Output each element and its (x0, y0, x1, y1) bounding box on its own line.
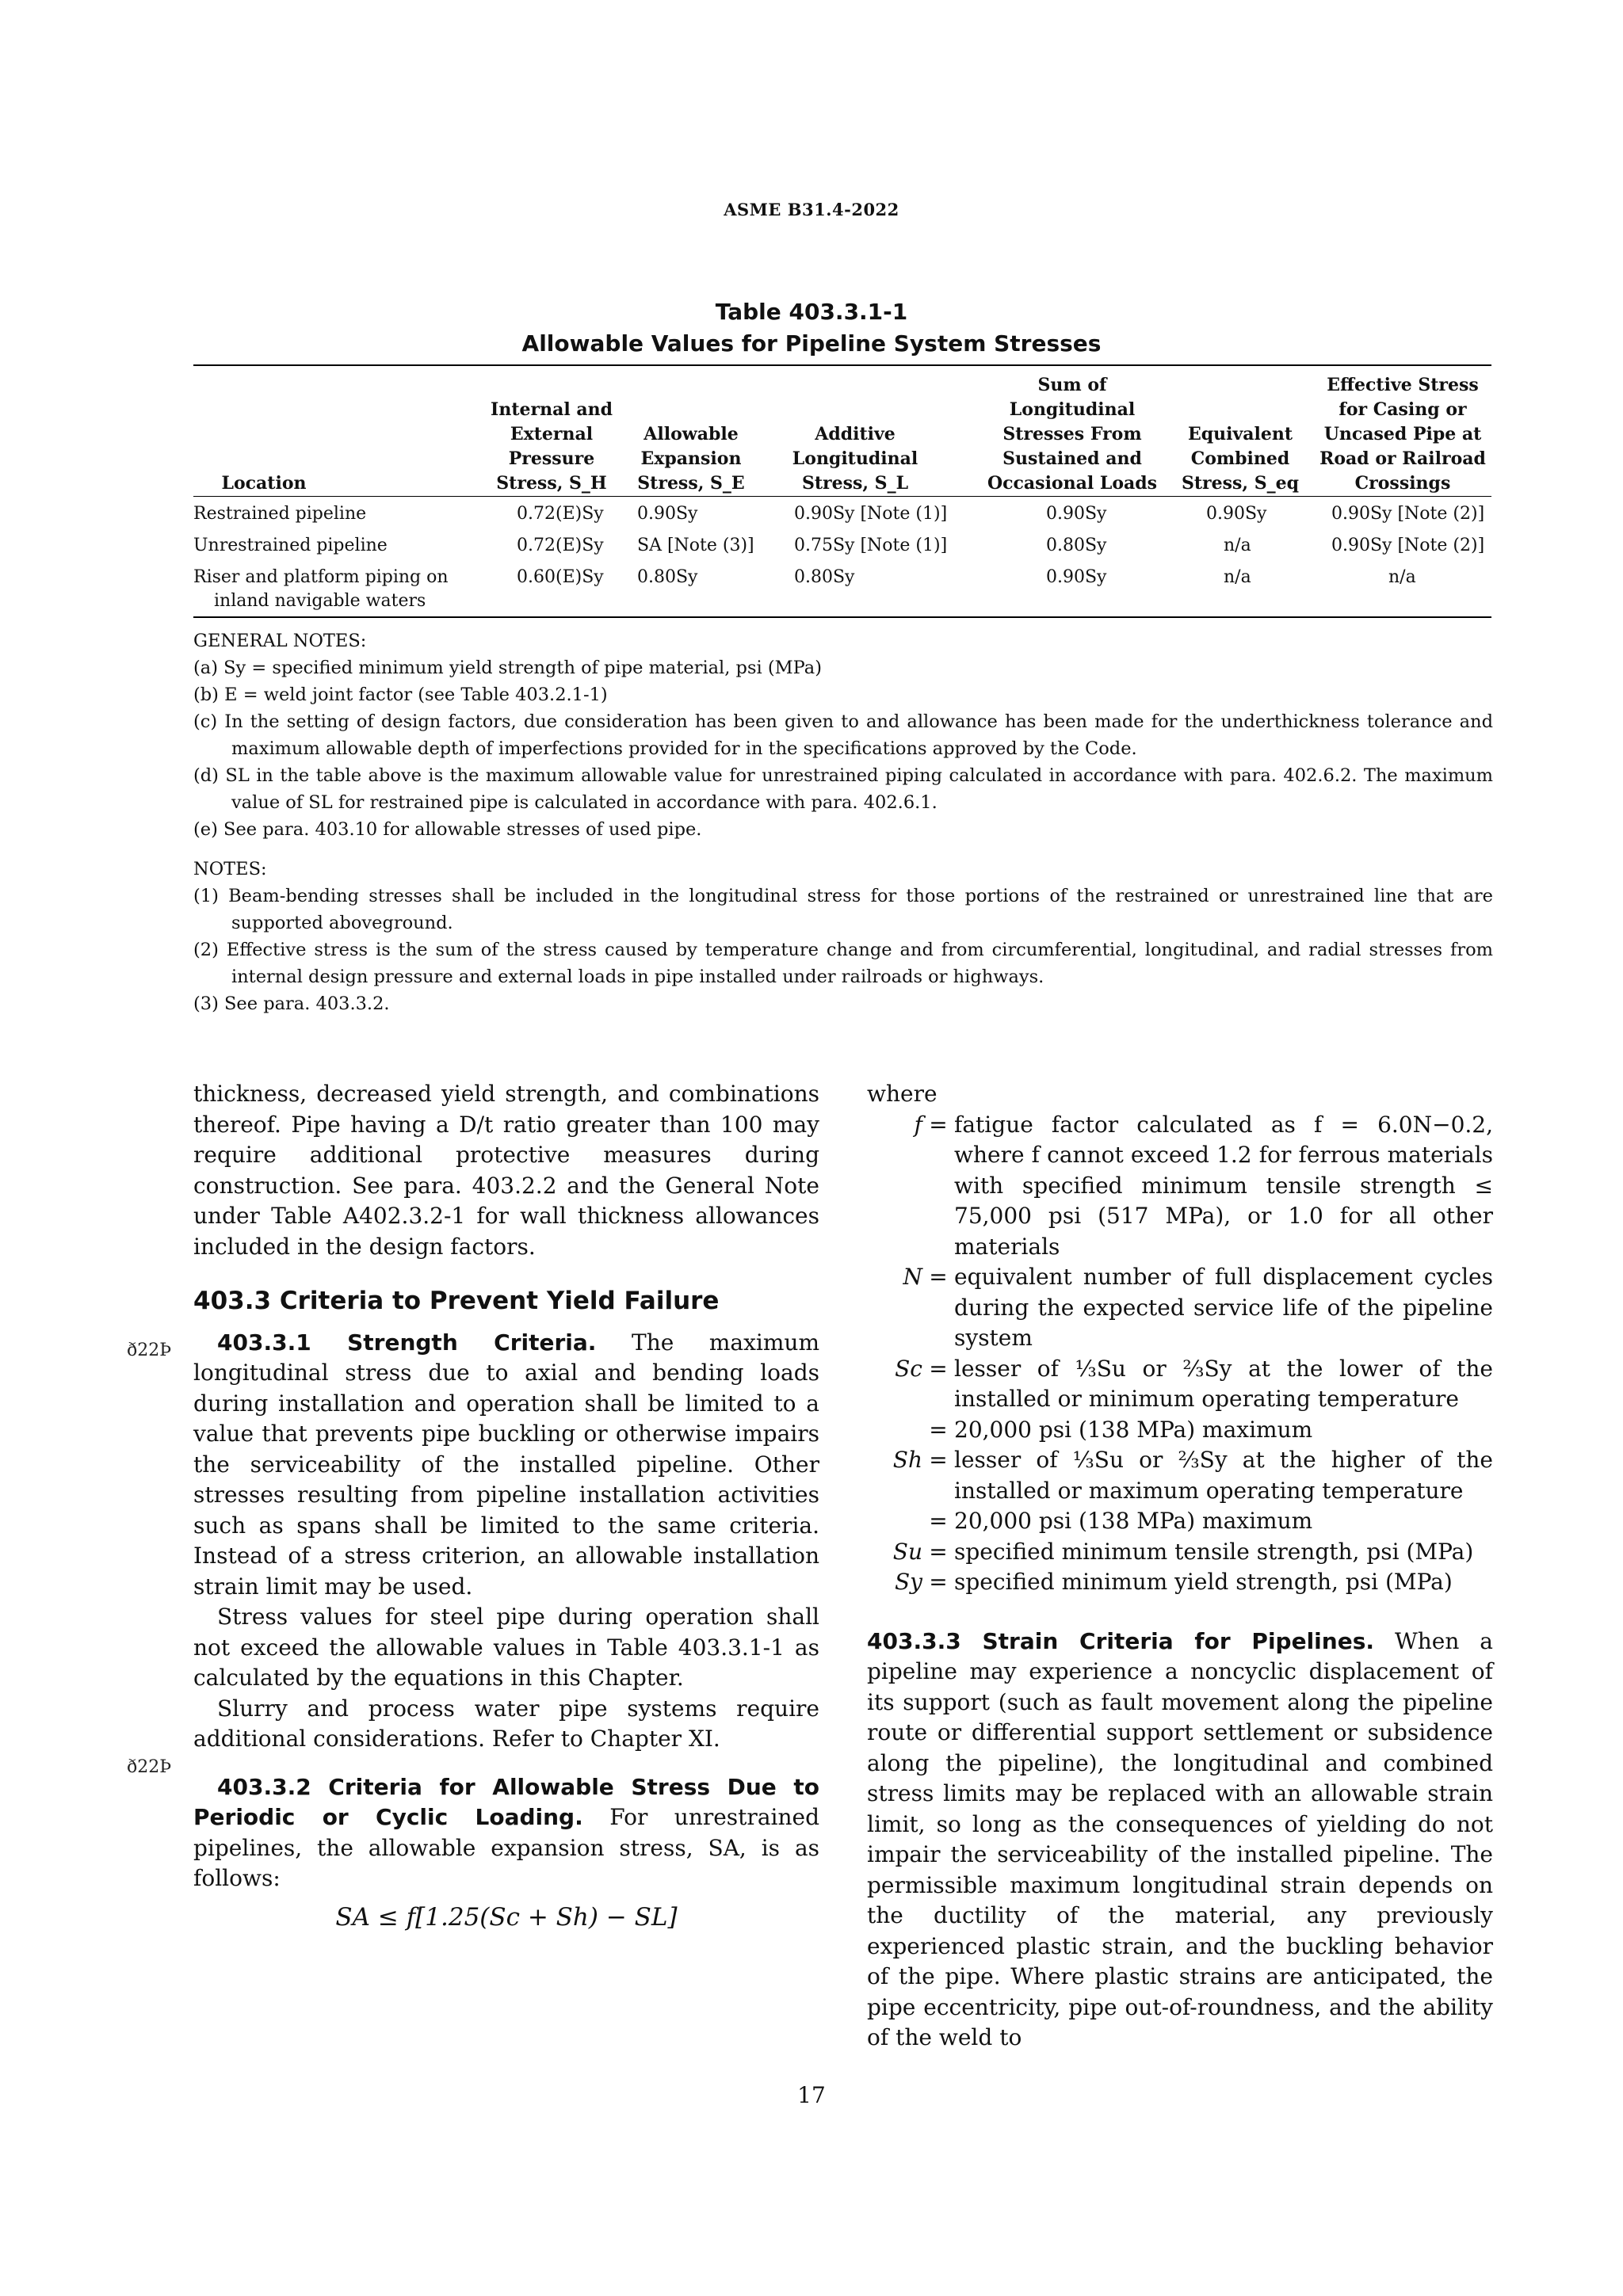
paragraph-text: For unrestrained pipelines, the allowable expansion stress, SA, is as follows: (193, 1804, 819, 1891)
col-header-se: Allowable Expansion Stress, S_E (637, 424, 745, 494)
cell-seq: n/a (1224, 536, 1251, 555)
def-text: lesser of ⅓Su or ⅔Sy at the higher of the installed or maximum operating temperature (954, 1447, 1493, 1504)
cell-location: Unrestrained pipeline (193, 536, 388, 555)
subsection-heading: 403.3.1 Strength Criteria. (217, 1329, 597, 1356)
intro-paragraph: thickness, decreased yield strength, and combinations thereof. Pipe having a D/t ratio greater than 100 may require additional protective measures during construction. See para. 403.2.2 and the General Note under Table A402.3.2-1 for wall thickness allowances included in the design factors. (193, 1081, 819, 1260)
col-header-eff: Effective Stress for Casing or Uncased Pipe at Road or Railroad Crossings (1319, 375, 1486, 494)
cell-sum: 0.80Sy (1046, 536, 1107, 555)
revision-mark: ð22Þ (127, 1757, 172, 1777)
cell-eff: 0.90Sy [Note (2)] (1331, 504, 1485, 524)
general-notes-title: GENERAL NOTES: (193, 631, 367, 651)
col-header-location: Location (221, 473, 307, 494)
subsection-heading: 403.3.2 Criteria for Allowable Stress Due to Periodic or Cyclic Loading. (193, 1773, 819, 1830)
page-number: 17 (797, 2082, 826, 2108)
paragraph: Stress values for steel pipe during operation shall not exceed the allowable values in Table 403.3.1-1 as calculated by the equations in this Chapter. (193, 1604, 819, 1691)
col-header-sl: Additive Longitudinal Stress, S_L (792, 424, 918, 494)
note: (1) Beam-bending stresses shall be included in the longitudinal stress for those portions of the restrained or unrestrained line that are supported aboveground. (193, 886, 1493, 933)
def-text: specified minimum tensile strength, psi (MPa) (954, 1538, 1474, 1565)
def-symbol: Su (892, 1538, 922, 1565)
general-note: (a) Sy = specified minimum yield strength of pipe material, psi (MPa) (193, 658, 822, 678)
def-symbol (867, 1415, 922, 1446)
definition-row: = 20,000 psi (138 MPa) maximum (867, 1415, 1493, 1446)
cell-sum: 0.90Sy (1046, 504, 1107, 524)
cell-sl: 0.80Sy (794, 567, 855, 587)
cell-eff: n/a (1388, 567, 1416, 587)
right-column (867, 1079, 1493, 2054)
definition-row: Sh = lesser of ⅓Su or ⅔Sy at the higher of the installed or maximum operating temperature (867, 1445, 1493, 1506)
cell-seq: n/a (1224, 567, 1251, 587)
table-row (193, 502, 1491, 529)
notes-title: NOTES: (193, 859, 267, 879)
note: (3) See para. 403.3.2. (193, 994, 390, 1014)
paragraph-403-3-3 (867, 1627, 1493, 2054)
col-header-sum: Sum of Longitudinal Stresses From Sustained and Occasional Loads (987, 375, 1158, 494)
cell-location: Restrained pipeline (193, 504, 367, 524)
definition-row: N = equivalent number of full displacement cycles during the expected service life of the pipeline system (867, 1262, 1493, 1354)
general-note: (c) In the setting of design factors, due consideration has been given to and allowance has been made for the underthickness tolerance and maximum allowable depth of imperfections provided for in the specifications approved by the Code. (193, 711, 1493, 759)
general-notes (193, 627, 1493, 843)
paragraph: Slurry and process water pipe systems require additional considerations. Refer to Chapter XI. (193, 1695, 819, 1752)
stress-table (193, 364, 1491, 616)
section-heading: 403.3 Criteria to Prevent Yield Failure (193, 1287, 720, 1315)
cell-sl: 0.75Sy [Note (1)] (794, 536, 948, 555)
def-symbol: Sc (895, 1355, 922, 1382)
paragraph-403-3-1 (193, 1328, 819, 1603)
table-row (193, 534, 1491, 561)
def-symbol: Sh (892, 1447, 922, 1473)
table-notes (193, 856, 1493, 1017)
cell-se: SA [Note (3)] (637, 536, 754, 555)
cell-sl: 0.90Sy [Note (1)] (794, 504, 948, 524)
definition-row: f = fatigue factor calculated as f = 6.0N−0.2, where f cannot exceed 1.2 for ferrous materials with specified minimum tensile strength ≤ 75,000 psi (517 MPa), or 1.0 for all other materials (867, 1110, 1493, 1263)
cell-sh: 0.72(E)Sy (517, 536, 604, 555)
general-note: (e) See para. 403.10 for allowable stresses of used pipe. (193, 819, 702, 840)
cell-se: 0.90Sy (637, 504, 698, 524)
def-symbol: Sy (895, 1569, 922, 1595)
definition-row: Sy = specified minimum yield strength, psi (MPa) (867, 1567, 1493, 1598)
col-header-sh: Internal and External Pressure Stress, S_H (491, 399, 613, 494)
table-row (193, 566, 1491, 613)
def-symbol (867, 1506, 922, 1537)
equation: SA ≤ f[1.25(Sc + Sh) − SL] (335, 1902, 678, 1932)
revision-mark: ð22Þ (127, 1341, 172, 1360)
definition-row: = 20,000 psi (138 MPa) maximum (867, 1506, 1493, 1537)
def-symbol: N (903, 1264, 922, 1290)
cell-sh: 0.72(E)Sy (517, 504, 604, 524)
def-text: equivalent number of full displacement cycles during the expected service life of the pipeline system (954, 1264, 1493, 1351)
cell-se: 0.80Sy (637, 567, 698, 587)
running-header: ASME B31.4-2022 (724, 200, 899, 219)
cell-location: Riser and platform piping on inland navigable waters (193, 567, 449, 611)
paragraph-text: When a pipeline may experience a noncyclic displacement of its support (such as fault movement along the pipeline route or differential support settlement or subsidence along the pipeline), the longitudinal and combined stress limits may be replaced with an allowable strain limit, so long as the consequences of yielding do not impair the serviceability of the installed pipeline. The permissible maximum longitudinal strain depends on the ductility of the material, any previously experienced plastic strain, and the buckling behavior of the pipe. Where plastic strains are anticipated, the pipe eccentricity, pipe out-of-roundness, and the ability of the weld to (867, 1627, 1493, 2050)
definition-row: Su = specified minimum tensile strength, psi (MPa) (867, 1537, 1493, 1568)
table-number: Table 403.3.1-1 (715, 299, 908, 325)
cell-sh: 0.60(E)Sy (517, 567, 604, 587)
general-note: (b) E = weld joint factor (see Table 403.2.1-1) (193, 685, 608, 705)
paragraph-403-3-2 (193, 1772, 819, 1894)
definition-row: Sc = lesser of ⅓Su or ⅔Sy at the lower of the installed or minimum operating temperature (867, 1354, 1493, 1415)
where-label: where (867, 1081, 938, 1107)
def-symbol: f (914, 1111, 922, 1138)
def-text: 20,000 psi (138 MPa) maximum (954, 1416, 1313, 1443)
left-column (193, 1079, 819, 1932)
col-header-seq: Equivalent Combined Stress, S_eq (1182, 424, 1299, 494)
def-text: fatigue factor calculated as f = 6.0N−0.2, where f cannot exceed 1.2 for ferrous materials with specified minimum tensile strength ≤ 75,000 psi (517 MPa), or 1.0 for all other materials (954, 1111, 1493, 1260)
general-note: (d) SL in the table above is the maximum allowable value for unrestrained piping calculated in accordance with para. 402.6.2. The maximum value of SL for restrained pipe is calculated in accordance with para. 402.6.1. (193, 765, 1493, 813)
cell-sum: 0.90Sy (1046, 567, 1107, 587)
cell-seq: 0.90Sy (1206, 504, 1267, 524)
paragraph-text: The maximum longitudinal stress due to axial and bending loads during installation and operation shall be limited to a value that prevents pipe buckling or otherwise impairs the serviceability of the installed pipeline. Other stresses resulting from pipeline installation activities such as spans shall be limited to the same criteria. Instead of a stress criterion, an allowable installation strain limit may be used. (193, 1329, 819, 1600)
def-text: specified minimum yield strength, psi (MPa) (954, 1569, 1453, 1595)
cell-eff: 0.90Sy [Note (2)] (1331, 536, 1485, 555)
table-title: Allowable Values for Pipeline System Stresses (521, 330, 1102, 357)
subsection-heading: 403.3.3 Strain Criteria for Pipelines. (867, 1627, 1375, 1654)
def-text: 20,000 psi (138 MPa) maximum (954, 1508, 1313, 1534)
def-text: lesser of ⅓Su or ⅔Sy at the lower of the installed or minimum operating temperature (954, 1355, 1493, 1412)
note: (2) Effective stress is the sum of the stress caused by temperature change and from circumferential, longitudinal, and radial stresses from internal design pressure and external loads in pipe installed under railroads or highways. (193, 940, 1493, 987)
